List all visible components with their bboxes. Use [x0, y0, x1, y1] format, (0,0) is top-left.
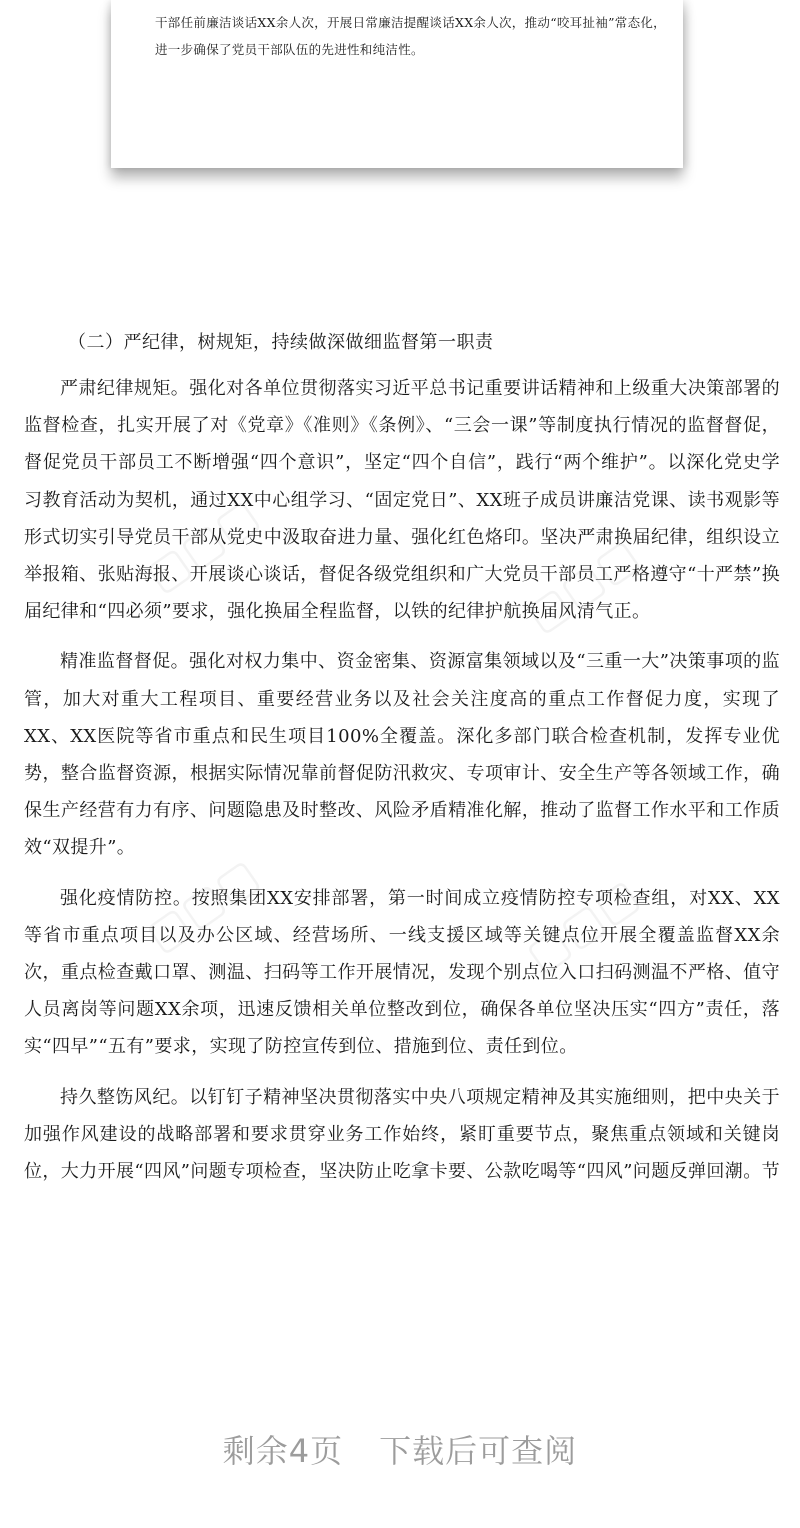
watermark-graphic: ▢▢▢ [136, 848, 269, 963]
card-text-line: 干部任前廉洁谈话XX余人次，开展日常廉洁提醒谈话XX余人次，推动“咬耳扯袖”常态化， [155, 15, 666, 30]
document-body [24, 326, 780, 1203]
body-paragraph: 严肃纪律规矩。强化对各单位贯彻落实习近平总书记重要讲话精神和上级重大决策部署的监督检查，扎实开展了对《党章》《准则》《条例》、“三会一课”等制度执行情况的监督督促，督促党员干部员工不断增强“四个意识”，坚定“四个自信”，践行“两个维护”。以深化党史学习教育活动为契机，通过XX中心组学习、“固定党日”、XX班子成员讲廉洁党课、读书观影等形式切实引导党员干部从党史中汲取奋进力量、强化红色烙印。坚决严肃换届纪律，组织设立举报箱、张贴海报、开展谈心谈话，督促各级党组织和广大党员干部员工严格遵守“十严禁”换届纪律和“四必须”要求，强化换届全程监督，以铁的纪律护航换届风清气正。 [24, 378, 780, 623]
body-paragraph: 精准监督督促。强化对权力集中、资金密集、资源富集领域以及“三重一大”决策事项的监管，加大对重大工程项目、重要经营业务以及社会关注度高的重点工作督促力度，实现了XX、XX医院等省市重点和民生项目100%全覆盖。深化多部门联合检查机制，发挥专业优势，整合监督资源，根据实际情况靠前督促防汛救灾、专项审计、安全生产等各领域工作，确保生产经营有力有序、问题隐患及时整改、风险矛盾精准化解，推动了监督工作水平和工作质效“双提升”。 [24, 651, 780, 859]
preview-page-card [111, 0, 683, 168]
section-heading: （二）严纪律，树规矩，持续做深做细监督第一职责 [68, 332, 494, 353]
watermark-graphic: ▢▢▢ [136, 488, 269, 603]
body-paragraph: 强化疫情防控。按照集团XX安排部署，第一时间成立疫情防控专项检查组，对XX、XX等省市重点项目以及办公区域、经营场所、一线支援区域等关键点位开展全覆盖监督XX余次，重点检查戴口罩、测温、扫码等工作开展情况，发现个别点位入口扫码测温不严格、值守人员离岗等问题XX余项，迅速反馈相关单位整改到位，确保各单位坚决压实“四方”责任，落实“四早”“五有”要求，实现了防控宣传到位、措施到位、责任到位。 [24, 887, 780, 1058]
body-paragraph: 持久整饬风纪。以钉钉子精神坚决贯彻落实中央八项规定精神及其实施细则，把中央关于加强作风建设的战略部署和要求贯穿业务工作始终，紧盯重要节点，聚焦重点领域和关键岗位，大力开展“四风”问题专项检查，坚决防止吃拿卡要、公款吃喝等“四风”问题反弹回潮。节 [24, 1086, 781, 1183]
remaining-pages-label: 剩余4页 [222, 1432, 344, 1470]
download-prompt[interactable] [0, 1426, 800, 1472]
card-text-line: 进一步确保了党员干部队伍的先进性和纯洁性。 [155, 42, 424, 57]
download-hint-label: 下载后可查阅 [379, 1432, 578, 1470]
watermark-graphic: ▢▢▢ [516, 528, 649, 643]
watermark-graphic: ▢▢▢ [516, 868, 649, 983]
